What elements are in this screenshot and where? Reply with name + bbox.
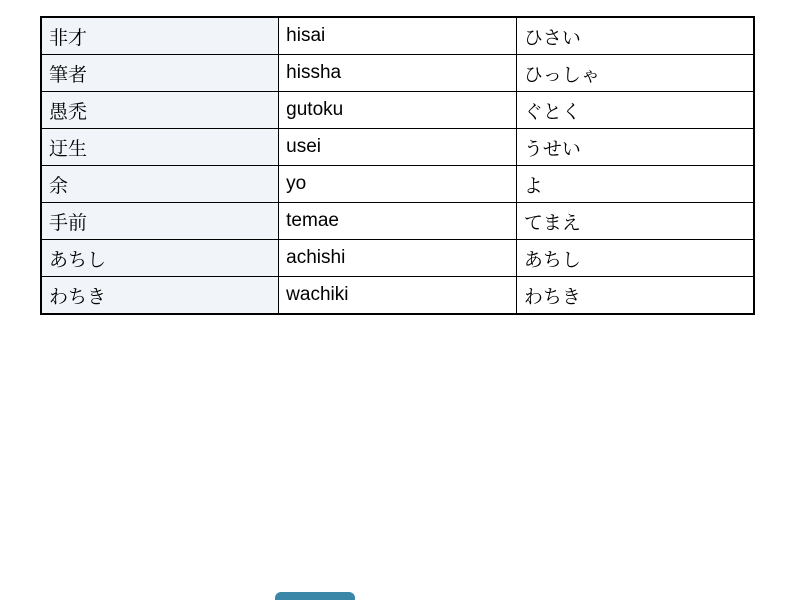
- kana-cell: ひさい: [516, 17, 754, 55]
- kanji-cell: 非才: [41, 17, 279, 55]
- kanji-cell: 迂生: [41, 129, 279, 166]
- romaji-cell: temae: [279, 203, 517, 240]
- kanji-cell: 手前: [41, 203, 279, 240]
- kana-cell: よ: [516, 166, 754, 203]
- kana-cell: わちき: [516, 277, 754, 315]
- partially-visible-bottom-button[interactable]: [275, 592, 355, 600]
- romaji-cell: hissha: [279, 55, 517, 92]
- kanji-cell: あちし: [41, 240, 279, 277]
- romaji-cell: hisai: [279, 17, 517, 55]
- romaji-cell: usei: [279, 129, 517, 166]
- romaji-cell: yo: [279, 166, 517, 203]
- kana-cell: うせい: [516, 129, 754, 166]
- table-row: [41, 92, 754, 129]
- romaji-cell: wachiki: [279, 277, 517, 315]
- kana-cell: ひっしゃ: [516, 55, 754, 92]
- table-row: [41, 166, 754, 203]
- kanji-cell: 筆者: [41, 55, 279, 92]
- kanji-cell: 愚禿: [41, 92, 279, 129]
- romaji-cell: gutoku: [279, 92, 517, 129]
- table-row: [41, 129, 754, 166]
- kana-cell: ぐとく: [516, 92, 754, 129]
- table-row: [41, 240, 754, 277]
- table-row: [41, 203, 754, 240]
- kana-cell: あちし: [516, 240, 754, 277]
- romaji-cell: achishi: [279, 240, 517, 277]
- kana-cell: てまえ: [516, 203, 754, 240]
- vocabulary-table: [40, 16, 755, 315]
- kanji-cell: わちき: [41, 277, 279, 315]
- table-row: [41, 55, 754, 92]
- table-row: [41, 17, 754, 55]
- table-row: [41, 277, 754, 315]
- kanji-cell: 余: [41, 166, 279, 203]
